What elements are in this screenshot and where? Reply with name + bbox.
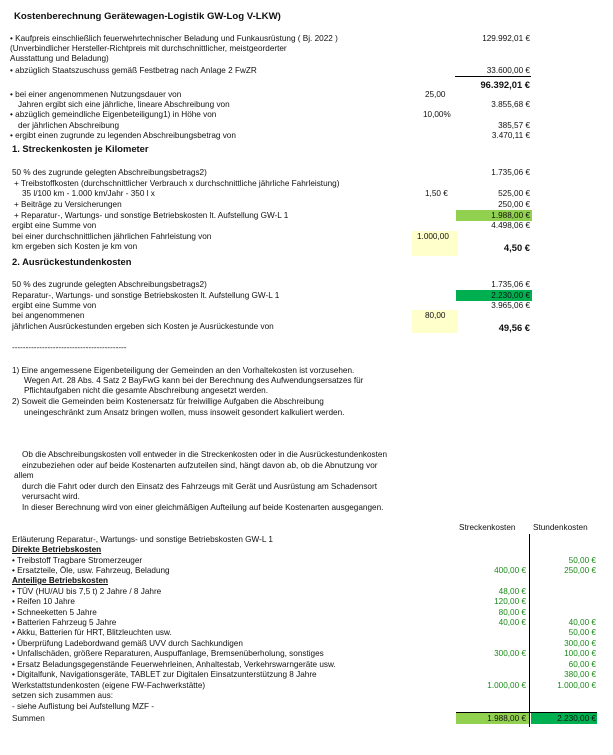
depreciation-result-value: 3.470,11 € <box>491 131 530 140</box>
purchase-price-note-1: (Unverbindlicher Hersteller-Richtpreis mit durchschnittlicher, meistgeorderter <box>10 44 287 53</box>
service-life-value: 25,00 <box>425 90 446 99</box>
table-row-label: • Unfallschäden, größere Reparaturen, Auspuffanlage, Bremsenüberholung, sonstiges <box>12 649 324 658</box>
direct-costs-heading: Direkte Betriebskosten <box>12 545 102 554</box>
table-row-distance-cost: 40,00 € <box>498 618 526 627</box>
net-divider <box>455 76 531 77</box>
sum-divider <box>456 712 597 713</box>
proportional-costs-heading: Anteilige Betriebskosten <box>12 576 108 585</box>
fuel-consumption-label: 35 l/100 km - 1.000 km/Jahr - 350 l x <box>22 189 155 198</box>
note-line2: einzubeziehen oder auf beide Kostenarten aufzuteilen sind, hängt davon ab, ob die Abnutzung vor <box>22 461 378 470</box>
purchase-price-label: • Kaufpreis einschließlich feuerwehrtechnischer Beladung und Funkausrüstung ( Bj. 2022 ) <box>10 34 338 43</box>
hours-value: 80,00 <box>425 311 446 320</box>
table-row-distance-cost: 300,00 € <box>494 649 526 658</box>
purchase-price-value: 129.992,01 € <box>482 34 530 43</box>
mileage-value: 1.000,00 <box>417 232 449 241</box>
purchase-price-note-2: Ausstattung und Beladung) <box>10 54 109 63</box>
column-header-hours: Stundenkosten <box>533 523 588 532</box>
cost-per-km-label: km ergeben sich Kosten je km von <box>12 242 138 251</box>
table-intro: Erläuterung Reparatur-, Wartungs- und sonstige Betriebskosten GW-L 1 <box>12 535 273 544</box>
sec2-repair-label: Reparatur-, Wartungs- und sonstige Betriebskosten lt. Aufstellung GW-L 1 <box>12 291 280 300</box>
hours-label: bei angenommenen <box>12 311 85 320</box>
table-row-distance-cost: 1.000,00 € <box>487 681 526 690</box>
sec2-depreciation-value: 1.735,06 € <box>491 280 530 289</box>
depreciation-result-label: • ergibt einen zugrunde zu legenden Abschreibungsbetrag von <box>10 131 236 140</box>
sec1-depreciation-label: 50 % des zugrunde gelegten Abschreibungsbetrags2) <box>12 168 207 177</box>
annual-depreciation-label: Jahren ergibt sich eine jährliche, lineare Abschreibung von <box>18 100 230 109</box>
table-row-label: - siehe Auflistung bei Aufstellung MZF - <box>12 702 154 711</box>
table-row-label: • Schneeketten 5 Jahre <box>12 608 97 617</box>
table-row-distance-cost: 120,00 € <box>494 597 526 606</box>
sum-distance-value: 1.988,00 € <box>487 714 526 723</box>
sum-hours-value: 2.230,00 € <box>557 714 596 723</box>
table-row-hour-cost: 250,00 € <box>564 566 596 575</box>
sec1-sum-label: ergibt eine Summe von <box>12 221 97 230</box>
table-row-label: • Akku, Batterien für HRT, Blitzleuchten usw. <box>12 628 172 637</box>
table-row-hour-cost: 1.000,00 € <box>557 681 596 690</box>
sec1-sum-value: 4.498,06 € <box>491 221 530 230</box>
page-title: Kostenberechnung Gerätewagen-Logistik GW-Log V-LKW) <box>14 11 281 22</box>
table-row-hour-cost: 50,00 € <box>568 556 596 565</box>
cost-per-hour-value: 49,56 € <box>498 322 530 333</box>
table-row-hour-cost: 50,00 € <box>568 628 596 637</box>
sec1-depreciation-value: 1.735,06 € <box>491 168 530 177</box>
municipal-share-percent: 10,00% <box>423 110 451 119</box>
footnote-1-line2: Wegen Art. 28 Abs. 4 Satz 2 BayFwG kann bei der Berechnung des Aufwendungsersatzes für <box>24 376 364 385</box>
table-row-label: • Ersatzteile, Öle, usw. Fahrzeug, Beladung <box>12 566 170 575</box>
table-row-distance-cost: 400,00 € <box>494 566 526 575</box>
note-line6: In dieser Berechnung wird von einer gleichmäßigen Aufteilung auf beide Kostenarten ausgegangen. <box>22 503 384 512</box>
subsidy-value: 33.600,00 € <box>486 66 530 75</box>
note-line5: verursacht wird. <box>22 492 80 501</box>
table-row-label: • Batterien Fahrzeug 5 Jahre <box>12 618 117 627</box>
municipal-share-amount: 385,57 € <box>498 121 530 130</box>
table-row-label: • Digitalfunk, Navigationsgeräte, TABLET zur Digitalen Einsatzunterstützung 8 Jahre <box>12 670 317 679</box>
mileage-label: bei einer durchschnittlichen jährlichen Fahrleistung von <box>12 232 212 241</box>
table-row-label: • Reifen 10 Jahre <box>12 597 75 606</box>
table-row-hour-cost: 100,00 € <box>564 649 596 658</box>
footnote-2-line2: uneingeschränkt zum Ansatz bringen wollen, muss insoweit gesondert kalkuliert werden. <box>24 408 345 417</box>
table-row-hour-cost: 40,00 € <box>568 618 596 627</box>
net-price-value: 96.392,01 € <box>480 79 530 90</box>
sec2-repair-value: 2.230,00 € <box>491 291 530 300</box>
table-row-label: • Treibstoff Tragbare Stromerzeuger <box>12 556 143 565</box>
municipal-share-label: • abzüglich gemeindliche Eigenbeteiligung1) in Höhe von <box>10 110 217 119</box>
table-row-distance-cost: 48,00 € <box>498 587 526 596</box>
sec1-repair-label: + Reparatur-, Wartungs- und sonstige Betriebskosten lt. Aufstellung GW-L 1 <box>14 211 289 220</box>
table-row-hour-cost: 300,00 € <box>564 639 596 648</box>
sec2-sum-label: ergibt eine Summe von <box>12 301 97 310</box>
cost-per-hour-label: jährlichen Ausrückestunden ergeben sich Kosten je Ausrückestunde von <box>12 322 274 331</box>
separator-line: ------------------------------------------ <box>12 343 127 352</box>
footnote-2-line1: 2) Soweit die Gemeinden beim Kostenersatz für freiwillige Aufgaben die Abschreibung <box>12 397 324 406</box>
table-row-label: Werkstattstundenkosten (eigene FW-Fachwerkstätte) <box>12 681 206 690</box>
column-header-distance: Streckenkosten <box>459 523 516 532</box>
section2-heading: 2. Ausrückestundenkosten <box>12 256 132 267</box>
service-life-label: • bei einer angenommenen Nutzungsdauer von <box>10 90 182 99</box>
table-row-hour-cost: 60,00 € <box>568 660 596 669</box>
fuel-cost-label: + Treibstoffkosten (durchschnittlicher Verbrauch x durchschnittliche jährliche Fahrleistung) <box>14 179 340 188</box>
sec2-sum-value: 3.965,06 € <box>491 301 530 310</box>
footnote-1-line1: 1) Eine angemessene Eigenbeteiligung der Gemeinden an den Vorhaltekosten ist vorzusehen. <box>12 366 355 375</box>
footnote-1-line3: Pflichtaufgaben nicht die gesamte Abschreibung angesetzt werden. <box>24 386 268 395</box>
insurance-label: + Beiträge zu Versicherungen <box>14 200 122 209</box>
table-row-label: • TÜV (HU/AU bis 7,5 t) 2 Jahre / 8 Jahre <box>12 587 162 596</box>
annual-depreciation-value: 3.855,68 € <box>491 100 530 109</box>
table-row-distance-cost: 80,00 € <box>498 608 526 617</box>
sum-label: Summen <box>12 714 45 723</box>
cost-per-km-value: 4,50 € <box>503 242 530 253</box>
table-row-label: setzen sich zusammen aus: <box>12 691 114 700</box>
note-line1: Ob die Abschreibungskosten voll entweder in die Streckenkosten oder in die Ausrückestundenkosten <box>22 450 388 459</box>
sec2-depreciation-label: 50 % des zugrunde gelegten Abschreibungsbetrags2) <box>12 280 207 289</box>
table-row-label: • Ersatz Beladungsgegenstände Feuerwehrleinen, Anhaltestab, Verkehrswarngeräte usw. <box>12 660 336 669</box>
sec1-repair-value: 1.988,00 € <box>491 211 530 220</box>
subsidy-label: • abzüglich Staatszuschuss gemäß Festbetrag nach Anlage 2 FwZR <box>10 66 257 75</box>
fuel-price-value: 1,50 € <box>425 189 448 198</box>
insurance-value: 250,00 € <box>498 200 530 209</box>
section1-heading: 1. Streckenkosten je Kilometer <box>12 143 149 154</box>
table-row-label: • Überprüfung Ladebordwand gemäß UVV durch Sachkundigen <box>12 639 243 648</box>
note-line4: durch die Fahrt oder durch den Einsatz des Fahrzeugs mit Gerät und Ausrüstung am Schadensort <box>22 482 377 491</box>
table-row-hour-cost: 380,00 € <box>564 670 596 679</box>
municipal-share-sublabel: der jährlichen Abschreibung <box>18 121 120 130</box>
note-line3: allem <box>14 471 34 480</box>
fuel-cost-value: 525,00 € <box>498 189 530 198</box>
